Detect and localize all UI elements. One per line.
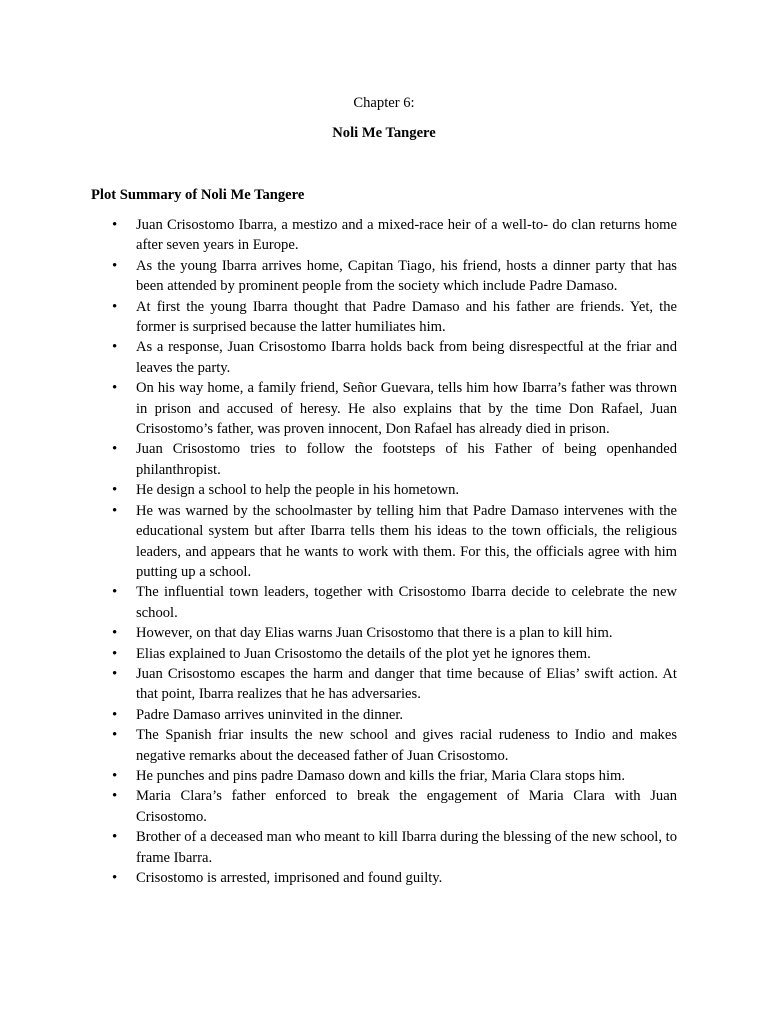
bullet-icon: • bbox=[112, 767, 118, 784]
list-item bbox=[112, 827, 677, 868]
list-item bbox=[112, 766, 677, 786]
bullet-icon: • bbox=[112, 870, 118, 886]
list-item-text: He was warned by the schoolmaster by telling him that Padre Damaso intervenes with the educational system but after Ibarra tells them his ideas to the town officials, the religious leaders, and appears that he wants to work with them. For this, the officials agree with him putting up a school. bbox=[136, 502, 677, 580]
bullet-icon: • bbox=[112, 257, 118, 274]
list-item bbox=[112, 664, 677, 705]
bullet-icon: • bbox=[112, 706, 118, 723]
bullet-icon: • bbox=[112, 625, 118, 642]
list-item bbox=[112, 623, 677, 643]
chapter-label: Chapter 6: bbox=[353, 95, 415, 111]
list-item bbox=[112, 297, 677, 338]
list-item-text: Juan Crisostomo Ibarra, a mestizo and a mixed-race heir of a well-to- do clan returns home after seven years in Europe. bbox=[136, 217, 677, 254]
bullet-icon: • bbox=[112, 298, 118, 315]
list-item-text: Brother of a deceased man who meant to kill Ibarra during the blessing of the new school, to frame Ibarra. bbox=[136, 829, 677, 866]
bullet-icon: • bbox=[112, 584, 118, 601]
document-title: Noli Me Tangere bbox=[332, 125, 436, 141]
list-item bbox=[112, 215, 677, 256]
list-item-text: On his way home, a family friend, Señor Guevara, tells him how Ibarra’s father was thrown in prison and accused of heresy. He also explains that by the time Don Rafael, Juan Crisostomo’s father, was proven innocent, Don Rafael has already died in prison. bbox=[136, 380, 677, 438]
list-item bbox=[112, 644, 677, 664]
bullet-icon: • bbox=[112, 217, 118, 233]
bullet-icon: • bbox=[112, 339, 118, 356]
bullet-icon: • bbox=[112, 788, 118, 805]
list-item-text: Maria Clara’s father enforced to break the engagement of Maria Clara with Juan Crisostomo. bbox=[136, 788, 677, 825]
list-item-text: However, on that day Elias warns Juan Crisostomo that there is a plan to kill him. bbox=[136, 625, 613, 642]
section-heading: Plot Summary of Noli Me Tangere bbox=[91, 187, 305, 203]
list-item bbox=[112, 582, 677, 623]
list-item bbox=[112, 725, 677, 766]
list-item-text: As the young Ibarra arrives home, Capitan Tiago, his friend, hosts a dinner party that has been attended by prominent people from the society which include Padre Damaso. bbox=[136, 257, 677, 295]
list-item-text: Juan Crisostomo escapes the harm and danger that time because of Elias’ swift action. At that point, Ibarra realizes that he has adversaries. bbox=[136, 665, 677, 703]
bullet-icon: • bbox=[112, 502, 118, 519]
list-item-text: The Spanish friar insults the new school and gives racial rudeness to Indio and makes negative remarks about the deceased father of Juan Crisostomo. bbox=[136, 727, 677, 764]
bullet-icon: • bbox=[112, 482, 118, 499]
bullet-icon: • bbox=[112, 829, 118, 846]
plot-summary-list bbox=[112, 215, 677, 888]
bullet-icon: • bbox=[112, 441, 118, 458]
list-item-text: Padre Damaso arrives uninvited in the dinner. bbox=[136, 706, 404, 723]
list-item bbox=[112, 256, 677, 297]
list-item bbox=[112, 868, 677, 888]
list-item-text: Elias explained to Juan Crisostomo the details of the plot yet he ignores them. bbox=[136, 645, 591, 662]
list-item-text: At first the young Ibarra thought that Padre Damaso and his father are friends. Yet, the former is surprised because the latter humiliates him. bbox=[136, 298, 677, 336]
list-item-text: He punches and pins padre Damaso down and kills the friar, Maria Clara stops him. bbox=[136, 767, 625, 784]
list-item-text: He design a school to help the people in his hometown. bbox=[136, 482, 460, 499]
list-item bbox=[112, 378, 677, 439]
bullet-icon: • bbox=[112, 727, 118, 744]
list-item bbox=[112, 705, 677, 725]
list-item bbox=[112, 480, 677, 500]
list-item bbox=[112, 501, 677, 583]
list-item bbox=[112, 337, 677, 378]
list-item bbox=[112, 439, 677, 480]
bullet-icon: • bbox=[112, 645, 118, 662]
list-item bbox=[112, 786, 677, 827]
list-item-text: Juan Crisostomo tries to follow the footsteps of his Father of being openhanded philanthropist. bbox=[136, 441, 677, 478]
bullet-icon: • bbox=[112, 380, 118, 397]
list-item-text: The influential town leaders, together with Crisostomo Ibarra decide to celebrate the new school. bbox=[136, 584, 677, 621]
list-item-text: Crisostomo is arrested, imprisoned and found guilty. bbox=[136, 870, 443, 886]
bullet-icon: • bbox=[112, 665, 118, 682]
list-item-text: As a response, Juan Crisostomo Ibarra holds back from being disrespectful at the friar and leaves the party. bbox=[136, 339, 677, 376]
